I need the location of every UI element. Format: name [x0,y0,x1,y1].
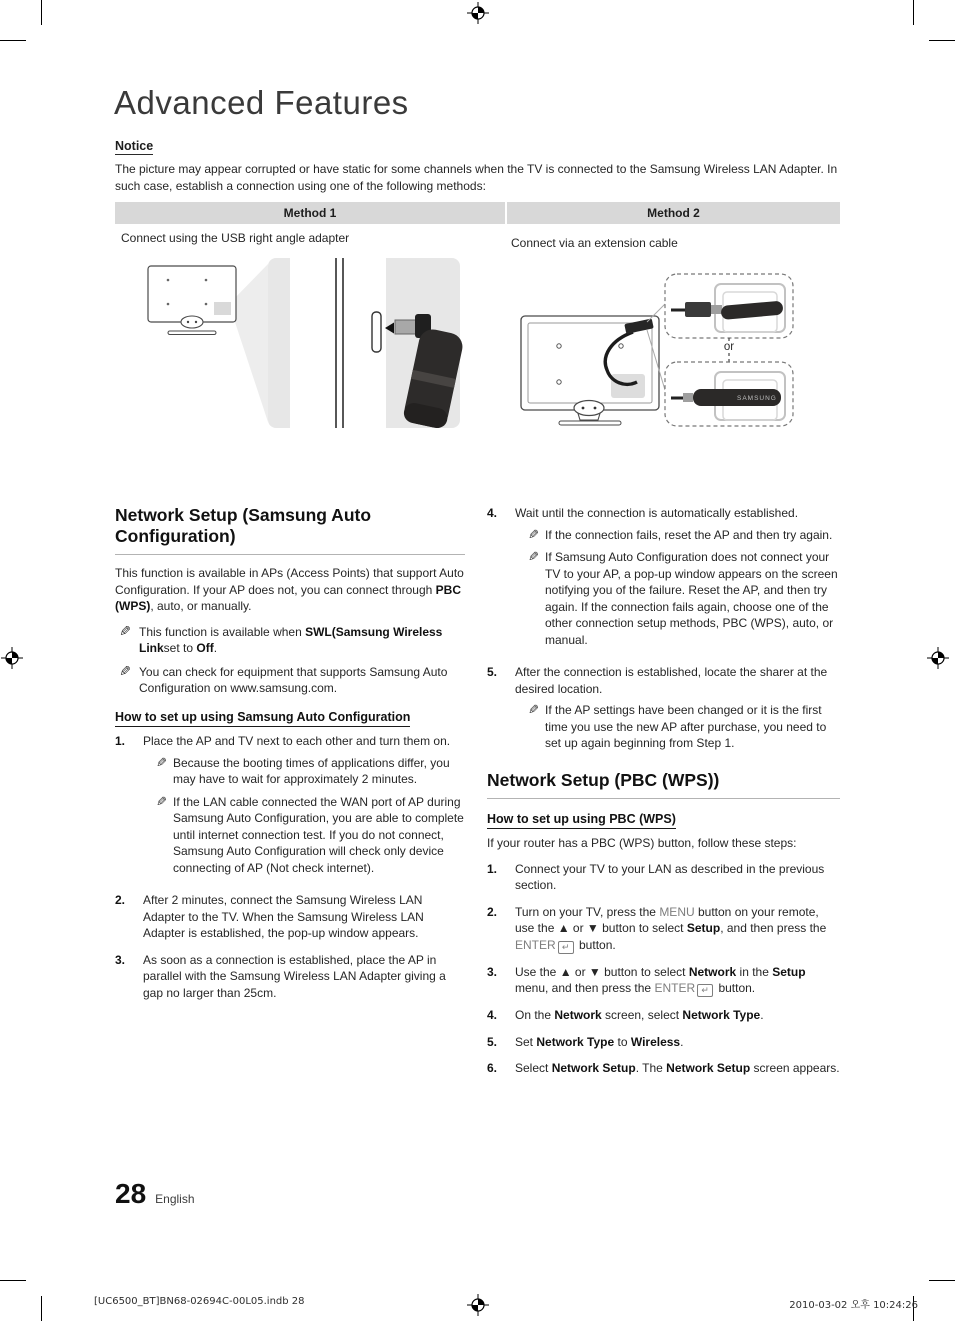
note-text: You can check for equipment that supports Samsung Auto Configuration on www.samsung.com. [139,664,448,695]
step-number: 4. [487,1008,498,1022]
right-column [487,505,840,1087]
step-item [487,664,840,758]
method2-column [507,202,840,250]
step-text: Connect your TV to your LAN as described in the previous section. [515,861,825,892]
note-pencil-icon: ✎ [528,526,539,542]
step-text: Place the AP and TV next to each other and turn them on. [143,734,451,748]
note-pencil-icon: ✎ [156,793,167,809]
note [154,755,465,788]
step-number: 3. [487,964,498,979]
registration-mark-icon [1,647,23,669]
crop-mark [0,1280,26,1281]
step-number: 1. [115,734,126,748]
language-label: English [155,1192,195,1206]
step-text: Use the ▲ or ▼ button to select Network in the Setup menu, and then press the ENTER ↵ button. [515,964,806,995]
note-text: Because the booting times of applications differ, you may have to wait for approximately 2 minutes. [173,755,450,786]
or-label: or [714,341,744,353]
step-text: Select Network Setup. The Network Setup screen appears. [515,1061,840,1075]
step-number: 5. [487,1034,498,1049]
note-text: If the LAN cable connected the WAN port of AP during Samsung Auto Configuration, you are able to complete until internet connection test. If you do not connect, Samsung Auto Configuration will check only device connecting of AP (Not check internet). [173,794,464,875]
step-number: 1. [487,861,498,876]
note [115,664,465,697]
step-item [487,1007,840,1024]
note-pencil-icon: ✎ [119,662,131,679]
registration-mark-icon [927,647,949,669]
auto-config-intro: This function is available in APs (Access Points) that support Auto Configuration. If your AP does not, you can connect through PBC (WPS), auto, or manually. [115,566,464,613]
note [526,702,840,752]
howto-heading-auto-config: How to set up using Samsung Auto Configuration [115,709,465,726]
step-text: On the Network screen, select Network Type. [515,1008,764,1022]
note-text: This function is available when SWL(Samsung Wireless Linkset to Off. [139,624,443,655]
step-text: After the connection is established, locate the sharer at the desired location. [515,665,828,696]
step-number: 6. [487,1061,498,1075]
method2-caption: Connect via an extension cable [511,236,678,250]
step-number: 4. [487,506,498,520]
howto-heading-pbc: How to set up using PBC (WPS) [487,811,840,828]
note-pencil-icon: ✎ [156,754,167,770]
print-footer-filename: [UC6500_BT]BN68-02694C-00L05.indb 28 [94,1296,305,1307]
step-item [487,904,840,954]
step-number: 2. [487,904,498,919]
step-number: 2. [115,893,126,907]
pbc-intro: If your router has a PBC (WPS) button, follow these steps: [487,836,797,850]
step-number: 3. [115,952,126,967]
step-text: After 2 minutes, connect the Samsung Wireless LAN Adapter to the TV. When the Samsung Wireless LAN Adapter is established, the pop-up window appears. [143,893,424,940]
step-item [115,892,465,942]
crop-mark [41,0,42,25]
method1-figure [140,256,470,432]
method2-figure [515,270,840,432]
page-title: Advanced Features [114,84,409,121]
print-footer-timestamp: 2010-03-02 오후 10:24:26 [789,1300,918,1311]
registration-mark-icon [467,2,489,24]
step-item [487,861,840,894]
method1-caption: Connect using the USB right angle adapter [121,231,350,245]
note-text: If Samsung Auto Configuration does not connect your TV to your AP, a pop-up window appears on the screen notifying you of the failure. Reset the AP, and then try again. If the connection fails again, choose one of the other connection setup methods, PBC (WPS), auto, or manual. [545,550,838,647]
step-item [487,1034,840,1051]
step-item [487,964,840,998]
left-column [115,505,465,1087]
notice-body: The picture may appear corrupted or have static for some channels when the TV is connected to the Samsung Wireless LAN Adapter. In such case, establish a connection using one of the following methods: [115,162,838,193]
step-item [115,952,465,1002]
step-number: 5. [487,665,498,679]
method2-header: Method 2 [507,202,840,224]
crop-mark [929,40,955,41]
step-text: As soon as a connection is established, place the AP in parallel with the Samsung Wireless LAN Adapter giving a gap no larger than 25cm. [143,952,446,1000]
page-number: 28 [115,1178,147,1209]
note-text: If the AP settings have been changed or it is the first time you use the new AP after purchase, you need to set up again beginning from Step 1. [545,703,827,750]
step-text: Turn on your TV, press the MENU button on your remote, use the ▲ or ▼ button to select Setup, and then press the ENTER ↵ button. [515,904,827,952]
method1-header: Method 1 [115,202,505,224]
step-text: Wait until the connection is automatically established. [515,506,799,520]
section-heading-pbc: Network Setup (PBC (WPS)) [487,770,840,799]
step-item [487,505,840,654]
note-pencil-icon: ✎ [119,622,131,639]
step-item [115,733,465,882]
page-footer [115,1178,195,1210]
content-columns [115,505,840,1087]
crop-mark [913,0,914,25]
step-text: Set Network Type to Wireless. [515,1034,684,1049]
note [526,527,840,544]
registration-mark-icon [467,1294,489,1316]
section-heading-auto-config: Network Setup (Samsung Auto Configuration) [115,505,465,555]
crop-mark [0,40,26,41]
note [115,624,465,657]
note [526,549,840,648]
note [154,794,465,877]
step-item [487,1060,840,1077]
adapter-brand-label: SAMSUNG [737,395,777,402]
notice-heading: Notice [115,139,154,153]
crop-mark [41,1296,42,1321]
note-text: If the connection fails, reset the AP and then try again. [545,527,833,542]
note-pencil-icon: ✎ [528,549,539,564]
method1-column [115,202,505,245]
crop-mark [929,1280,955,1281]
note-pencil-icon: ✎ [528,702,539,717]
